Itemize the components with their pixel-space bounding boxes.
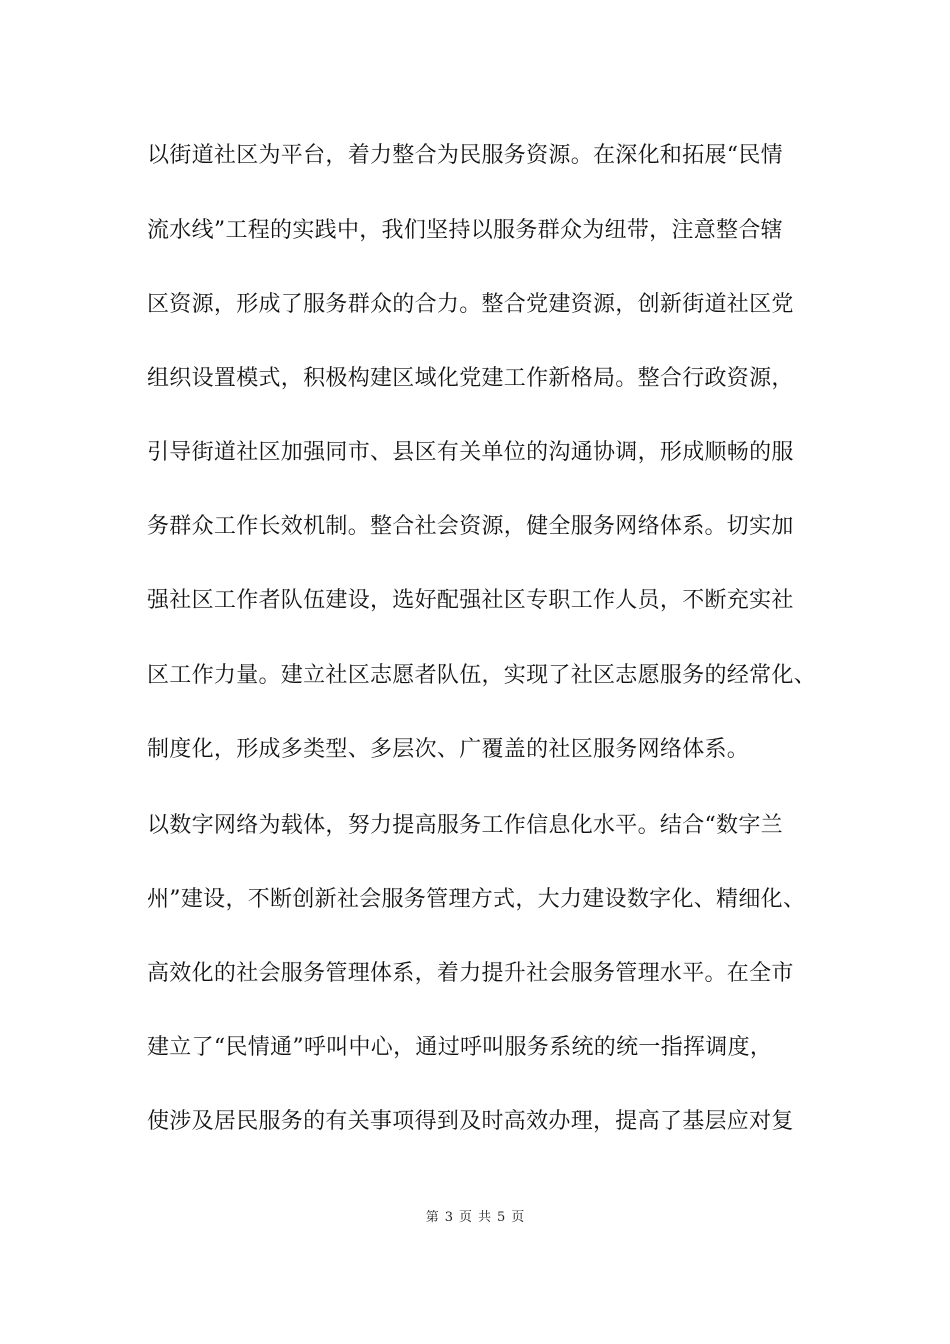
text-line: 组织设置模式，积极构建区域化党建工作新格局。整合行政资源，: [147, 366, 794, 391]
text-line: 以数字网络为载体，努力提高服务工作信息化水平。结合“数字兰: [147, 813, 783, 838]
footer-di: 第: [425, 1210, 439, 1225]
text-line: 区工作力量。建立社区志愿者队伍，实现了社区志愿服务的经常化、: [147, 663, 817, 688]
text-line: 高效化的社会服务管理体系，着力提升社会服务管理水平。在全市: [147, 961, 794, 986]
text-line: 以街道社区为平台，着力整合为民服务资源。在深化和拓展“民情: [147, 143, 783, 168]
text-line: 建立了“民情通”呼叫中心，通过呼叫服务系统的统一指挥调度，: [147, 1035, 773, 1060]
page-footer: [0, 1208, 950, 1228]
footer-total-pages: 5: [497, 1210, 506, 1225]
footer-current-page: 3: [444, 1210, 453, 1225]
text-line: 流水线”工程的实践中，我们坚持以服务群众为纽带，注意整合辖: [147, 218, 783, 243]
text-line: 区资源，形成了服务群众的合力。整合党建资源，创新街道社区党: [147, 292, 794, 317]
footer-gong: 共: [478, 1210, 492, 1225]
text-line: 制度化，形成多类型、多层次、广覆盖的社区服务网络体系。: [147, 737, 750, 762]
text-line: 使涉及居民服务的有关事项得到及时高效办理，提高了基层应对复: [147, 1109, 794, 1134]
footer-ye-end: 页: [511, 1210, 525, 1225]
text-line: 州”建设，不断创新社会服务管理方式，大力建设数字化、精细化、: [147, 887, 806, 912]
text-line: 务群众工作长效机制。整合社会资源，健全服务网络体系。切实加: [147, 514, 794, 539]
text-line: 引导街道社区加强同市、县区有关单位的沟通协调，形成顺畅的服: [147, 440, 794, 465]
footer-ye: 页: [458, 1210, 472, 1225]
text-line: 强社区工作者队伍建设，选好配强社区专职工作人员，不断充实社: [147, 588, 794, 613]
